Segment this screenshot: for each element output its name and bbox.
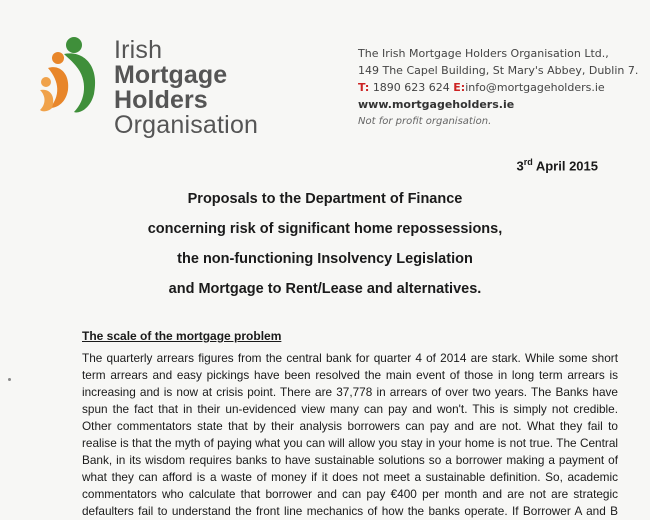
paragraph-line: The quarterly arrears figures from the central bank for quarter 4 of 2014 are stark. While some short xyxy=(82,351,618,365)
phone-number: 1890 623 624 xyxy=(372,81,450,94)
contact-block xyxy=(358,45,638,130)
paragraph-line: spun the fact that in their un-evidenced view many can pay and won't. This is simply not credible. xyxy=(82,402,618,416)
phone-email-line xyxy=(358,79,638,96)
paragraph-line: increasing and is now at crisis point. There are 37,778 in arrears of over two years. The Banks have xyxy=(82,385,618,399)
document-title xyxy=(0,184,650,304)
paragraph-line: defaulters fail to understand the front line mechanics of how the banks operate. If Borrower A and B xyxy=(82,504,618,518)
paragraph-line: term arrears and easy pickings have been resolved the main event of those in long term arrears is xyxy=(82,368,618,382)
paragraph-line: what they can afford is a waste of money if it does not meet a sustainable definition. So, academic xyxy=(82,470,618,484)
title-line: concerning risk of significant home repossessions, xyxy=(147,221,503,237)
org-name-line2: Mortgage Holders xyxy=(114,61,228,114)
letter-date xyxy=(516,157,598,173)
paragraph-line: realise is that the myth of paying what you can will allow you stay in your home is not true. The Central xyxy=(82,436,618,450)
org-name xyxy=(114,38,318,138)
date-day: 3 xyxy=(516,158,524,174)
title-line: and Mortgage to Rent/Lease and alternatives. xyxy=(168,281,482,297)
website-link[interactable]: www.mortgageholders.ie xyxy=(358,98,515,111)
body-paragraph xyxy=(82,350,618,520)
title-line: Proposals to the Department of Finance xyxy=(187,191,463,207)
scan-speck xyxy=(8,378,11,381)
nonprofit-note: Not for profit organisation. xyxy=(358,116,492,127)
address-line2: 149 The Capel Building, St Mary's Abbey, Dublin 7. xyxy=(358,64,639,77)
email-label: E: xyxy=(453,81,466,94)
letterhead-logo xyxy=(38,34,318,139)
paragraph-line: commentators who calculate that borrower and can pay €400 per month and are not are strategic xyxy=(82,487,618,501)
phone-label: T: xyxy=(358,81,370,94)
address-line1: The Irish Mortgage Holders Organisation Ltd., xyxy=(358,47,609,60)
section-heading: The scale of the mortgage problem xyxy=(82,329,282,343)
email-link[interactable]: info@mortgageholders.ie xyxy=(465,81,605,94)
paragraph-line: Other commentators state that by their analysis borrowers can pay and are not. What they fail to xyxy=(82,419,618,433)
title-line: the non-functioning Insolvency Legislation xyxy=(177,251,473,267)
paragraph-line: Bank, in its wisdom requires banks to have sustainable solutions so a borrower making a payment of xyxy=(82,453,618,467)
date-rest: April 2015 xyxy=(535,158,598,174)
date-suffix: rd xyxy=(523,157,533,167)
org-name-line3: Organisation xyxy=(114,111,259,139)
family-logo-icon xyxy=(38,34,110,114)
org-name-line1: Irish xyxy=(114,36,163,64)
